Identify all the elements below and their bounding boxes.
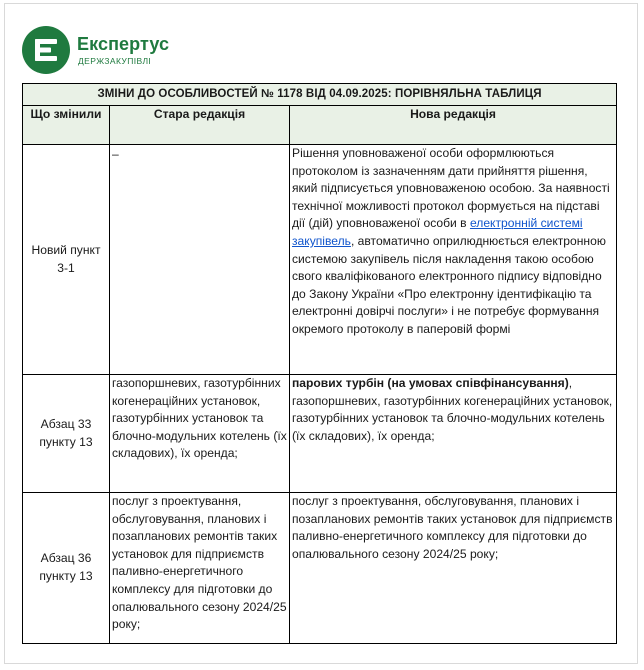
old-version-cell: газопоршневих, газотурбінних когенераційних установок, газотурбінних установок та блочно-модульних котелень (їх складових), їх оренда;: [110, 375, 290, 493]
table-row: [23, 493, 617, 644]
comparison-table: [22, 83, 617, 644]
new-version-text-cont: , автоматично оприлюднюється електронною системою закупівель після накладення такою особою свого кваліфікованого електронного підпису відповідно до Закону України «Про електронну ідентифікацію та електронні довірчі послуги» і не потребує формування окремого протоколу в паперовій формі: [292, 233, 606, 336]
new-version-cell: послуг з проектування, обслуговування, планових і позапланових ремонтів таких установок для підприємств паливно-енергетичного комплексу для підготовки до опалювального сезону 2024/25 року;: [290, 493, 617, 644]
what-changed-cell: [23, 375, 110, 493]
table-caption: ЗМІНИ ДО ОСОБЛИВОСТЕЙ № 1178 ВІД 04.09.2025: ПОРІВНЯЛЬНА ТАБЛИЦЯ: [23, 84, 617, 106]
new-version-cell: [290, 375, 617, 493]
old-version-cell: [110, 145, 290, 375]
what-changed-line: Абзац 36: [40, 551, 92, 566]
new-version-text: , газопоршневих, газотурбінних когенераційних установок, газотурбінних установок та блочно-модульних котелень (їх складових), їх оренда;: [292, 376, 613, 443]
what-changed-line: Новий пункт: [31, 242, 101, 257]
old-version-text: –: [112, 147, 119, 161]
header-what-changed: Що змінили: [23, 106, 110, 145]
what-changed-line: Абзац 33: [40, 416, 92, 431]
table-row: [23, 145, 617, 375]
header-old-version: Стара редакція: [110, 106, 290, 145]
what-changed-line: пункту 13: [39, 569, 93, 583]
new-version-added-text: парових турбін (на умовах співфінансування): [292, 376, 569, 390]
what-changed-cell: [23, 145, 110, 375]
what-changed-cell: [23, 493, 110, 644]
table-row: [23, 375, 617, 493]
old-version-cell: послуг з проектування, обслуговування, планових і позапланових ремонтів таких установок для підприємств паливно-енергетичного комплексу для підготовки до опалювального сезону 2024/25 року;: [110, 493, 290, 644]
brand-subtitle: ДЕРЖЗАКУПІВЛІ: [78, 56, 152, 66]
what-changed-line: 3-1: [57, 260, 75, 275]
what-changed-line: пункту 13: [39, 434, 93, 449]
new-version-cell: [290, 145, 617, 375]
expertus-logo-icon: [22, 26, 70, 74]
e-procurement-system-link[interactable]: електронній системі закупівель: [292, 216, 583, 248]
header-new-version: Нова редакція: [290, 106, 617, 145]
brand-title: Експертус: [77, 34, 170, 54]
new-version-text: Рішення уповноваженої особи оформлюються протоколом із зазначенням дати прийняття рішення, який підписується уповноваженою особою. За наявності технічної можливості протокол формується на підставі дії (дій) уповноваженої особи в: [292, 146, 610, 231]
